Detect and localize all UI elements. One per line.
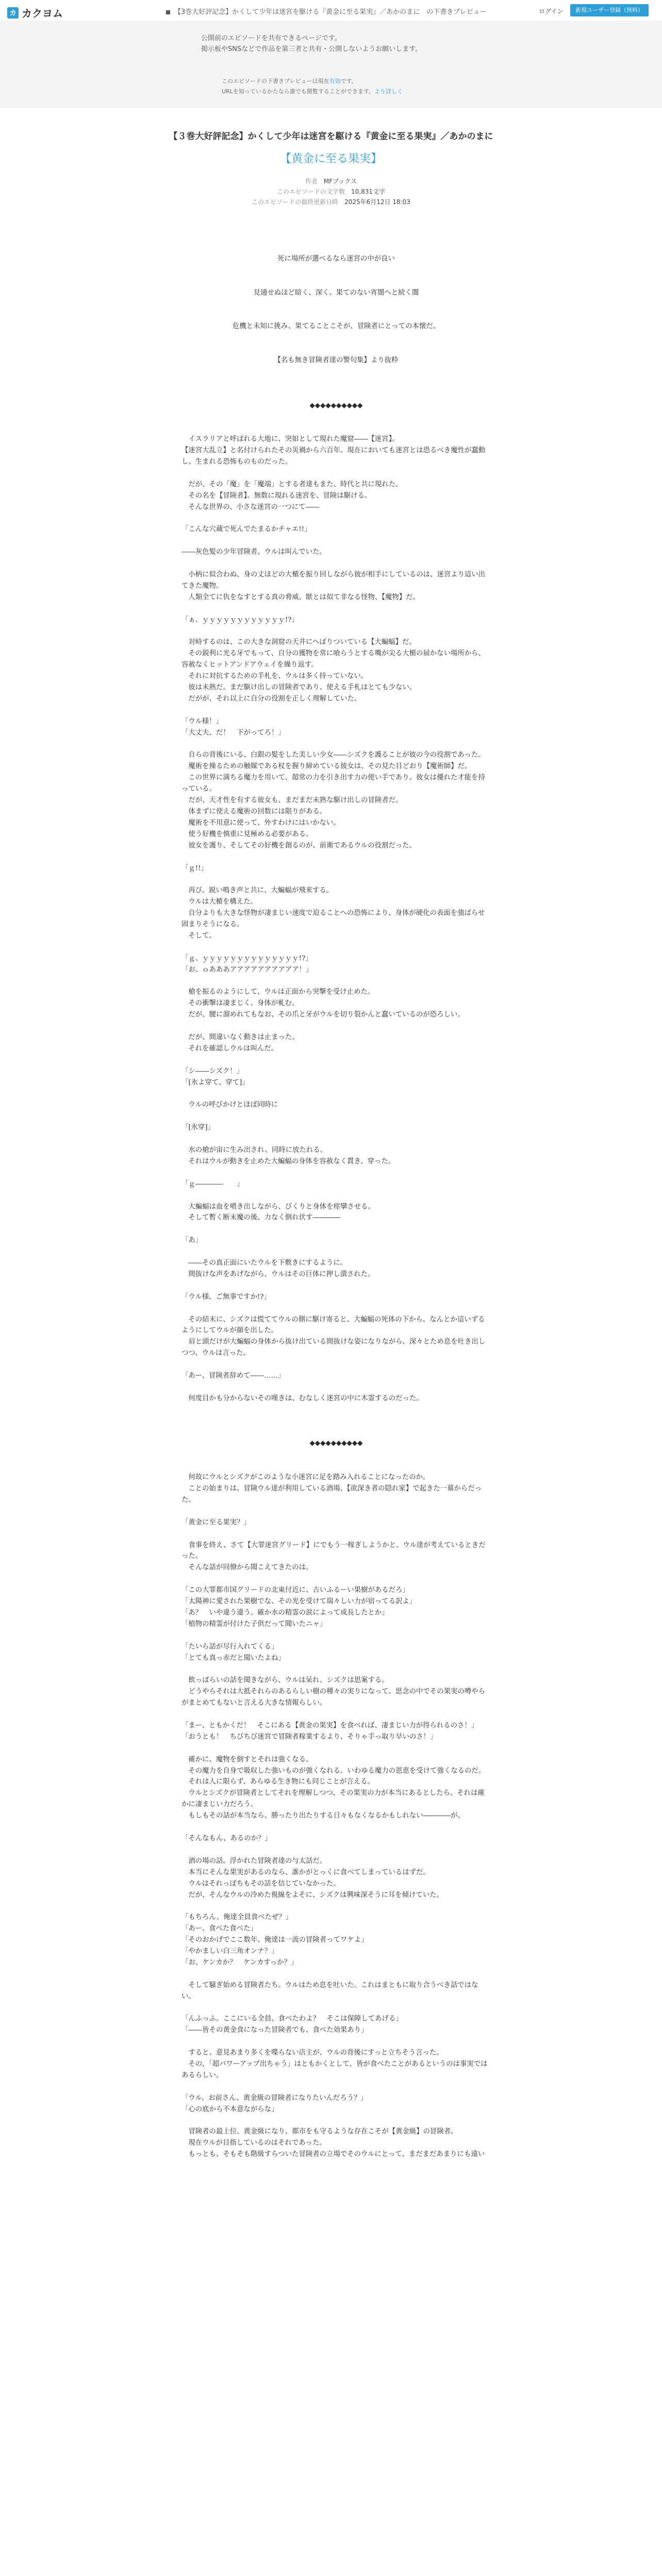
body-paragraph: そんな話が同僚から聞こえてきたのは。 [181,1564,313,1572]
body-paragraph: 食事を終え、さて【大罪迷宮グリード】にでもう一稼ぎしようかと、ウル達が考えているときだった。 [181,1541,486,1561]
body-paragraph: 「[氷穿]」 [181,1124,215,1132]
body-paragraph: 「たいら話が尽行入れてくる」 [181,1642,278,1651]
body-paragraph [181,1664,491,1675]
body-paragraph: 「あ？ いや違う違う。確か水の精霊の涙によって成長したとか」 [181,1608,389,1617]
body-paragraph [181,1359,491,1370]
top-navbar [0,0,662,21]
body-paragraph: 何故にウルとシズクがこのような小迷宮に足を踏み入れることになったのか。 [181,1473,430,1482]
charcount-value: 10,831文字 [351,188,386,195]
body-paragraph: それに対抗するための手札を、ウルは多く持っていない。 [181,672,368,681]
body-paragraph [181,422,491,434]
body-paragraph: 【迷宮大乱立】と名付けられたその災禍から六百年。現在においても迷宮とは恐るべき魔性が蠢動し、生まれる恐怖ものものだった。 [181,447,486,466]
body-paragraph: その鋭利に光る牙でもって、自分の獲物を常に喰らうとする嘴が尖る大楯の届かない場所から、容赦なくヒットアンドアウェイを繰り返す。 [181,650,485,669]
body-paragraph [181,378,491,389]
body-paragraph: 危機と未知に挑み、果てることこそが、冒険者にとっての本懐だ。 [232,323,440,331]
notice-line: 公開前のエピソードを共有できるページです。 [201,35,341,42]
body-paragraph: 「あー、食べた食べた」 [181,1925,257,1933]
body-paragraph [181,1224,491,1235]
body-paragraph: ウルはそれっぽちもその話を信じていなかった。 [181,1879,340,1888]
body-paragraph [181,332,491,344]
body-paragraph [181,366,491,378]
body-paragraph: どうやらそれは大抵それらのあるらしい樹の種々の実りになって、思念の中でその果実の噂やらがまとめてもないと言える大きな情報らしい。 [181,1688,485,1707]
body-paragraph: だが、腰に溜めれてもなお、その爪と牙がウルを切り裂かんと蠢いているのが恐ろしい。 [181,1011,465,1019]
body-paragraph: 氷の槍が宙に生み出され、同時に放たれる。 [181,1146,327,1155]
site-logo[interactable] [7,5,63,20]
body-paragraph: 人類全てに仇をなすとする真の脅威、獣とは似て非なる怪物、【魔物】だ。 [181,593,420,601]
body-paragraph [181,1529,491,1540]
body-paragraph [181,1246,491,1258]
body-paragraph: 対峙するのは、この大きな洞窟の天井にへばりついている【大蝙蝠】だ。 [181,638,416,647]
body-paragraph: そして騒ぎ始める冒険者たち。ウルはため息を吐いた。これはまともに取り合うべき話ではない。 [181,1981,478,2001]
body-paragraph [181,1461,491,1472]
body-paragraph: 「やかましい白三角オンナ？」 [181,1947,278,1956]
body-paragraph: だが、間違いなく動きは止まった。 [181,1033,299,1042]
body-paragraph [181,344,491,355]
body-paragraph [181,1427,491,1438]
body-paragraph: それはウルが動きを止めた大蝙蝠の身体を容赦なく貫き、穿った。 [181,1157,395,1165]
body-paragraph: その、「超パワーアップ出ちゃう」はともかくとして、皆が食べたことがあるというのは事実ではあるらしい。 [181,2060,488,2079]
body-paragraph [181,1573,491,1585]
body-paragraph: ウルの呼びかけとほぼ同時に [181,1101,278,1109]
body-paragraph: 「[氷よ穿て、穿て]」 [181,1078,249,1087]
body-paragraph: 「お、ｏあああアアアアアアアアアア！」 [181,965,313,974]
body-paragraph: 何度目かも分からないその嘆きは、むなしく迷宮の中に木霊するのだった。 [181,1394,423,1402]
body-paragraph: 「シ――シズク！」 [181,1067,244,1075]
author-name[interactable]: MFブックス [323,178,357,185]
body-paragraph: 「あー、冒険者辞めて――……」 [181,1372,285,1380]
body-paragraph: 魔術を不用意に使って、外すわけにはいかない。 [181,819,340,827]
body-paragraph [181,1167,491,1179]
notice-line: 掲示板やSNSなどで作品を第三者と共有・公開しないようお願いします。 [201,45,422,53]
body-paragraph [181,298,491,310]
body-paragraph: 「ぁ、ｙｙｙｙｙｙｙｙｙｙｙｙ!?」 [181,616,299,624]
body-paragraph [181,1404,491,1416]
body-paragraph [181,2081,491,2093]
body-paragraph: ウルは大楯を構えた。 [181,898,257,906]
body-paragraph [181,739,491,750]
body-paragraph [181,1089,491,1100]
body-paragraph: 「ウル様、ご無事ですか!?」 [181,1293,271,1301]
body-paragraph: 体まずに使える魔術の回数には限りがある。 [181,808,327,816]
body-paragraph: 再び、鋭い鳴き声と共に、大蝙蝠が飛来する。 [181,887,334,895]
updated-label: このエピソードの最終更新日時 [252,198,339,206]
body-paragraph: 「ｇ!!」 [181,864,208,872]
body-paragraph: そして暫く断末魔の後、力なく倒れ伏す―――― [181,1214,340,1222]
notice-status-value: 有効 [329,78,341,84]
body-paragraph: もしもその話が本当なら、勝ったり出たりする日々もなくなるかもしれない――――が。 [181,1812,465,1820]
body-paragraph [181,1416,491,1427]
body-paragraph: その結末に、シズクは慌ててウルの側に駆け寄ると、大蝙蝠の死体の下から、なんとか這いずるようにしてウルが顔を出した。 [181,1315,485,1335]
notice-status-prefix: このエピソードの下書きプレビューは現在 [222,78,329,84]
body-paragraph [181,242,491,253]
notice-status-suffix: です。 [340,78,357,84]
body-paragraph [181,1822,491,1833]
body-paragraph: 「こんな穴蔵で死んでたまるかチャエ!!」 [181,526,311,534]
body-paragraph: 「ウル、お前さん、黄金級の冒険者になりたいんだろう？」 [181,2094,368,2102]
body-paragraph: 飲っぱらいの話を聞きながら、ウルは呆れ、シズクは思案する。 [181,1676,389,1685]
body-paragraph [181,1133,491,1145]
body-paragraph [181,1506,491,1517]
body-paragraph [181,468,491,479]
body-paragraph: 間抜けな声をあげながら、ウルはその巨体に押し潰された。 [181,1270,375,1278]
body-paragraph: 「心の底から不本意ながらな」 [181,2105,278,2113]
body-paragraph: ――その真正面にいたウルを下敷きにするように。 [181,1259,347,1267]
body-paragraph [181,1709,491,1720]
body-paragraph: 「大丈夫、だ！ 下がってろ！」 [181,728,285,737]
body-paragraph: その名を【冒険者】。無数に現れる迷宮を、冒険は駆ける。 [181,492,372,500]
body-paragraph [181,276,491,287]
body-paragraph: 冒険者の最上位。黄金級になり、都市をも守るような存在こそが【黄金級】の冒険者。 [181,2128,458,2136]
body-paragraph: だが、天才性を有する彼女も、まだまだ未熟な駆け出しの冒険者だ。 [181,796,403,805]
notice-text [201,33,422,55]
body-paragraph: 「もちろん、俺達全員食べたぜ？」 [181,1913,293,1922]
body-paragraph: 「太陽神に愛された果樹でな、その光を受けて瑞々しい力が宿ってる訳よ」 [181,1598,417,1606]
preview-notice [0,21,662,108]
body-paragraph: 現在ウルが目指しているのはそれであった。 [181,2139,326,2147]
body-paragraph [181,852,491,863]
body-paragraph: 使う好機を慎重に見極める必要がある。 [181,830,313,838]
body-paragraph [181,558,491,569]
body-paragraph [181,1630,491,1641]
logo-text: カクヨム [22,7,63,20]
body-paragraph [181,265,491,276]
body-paragraph: 「あ」 [181,1236,203,1245]
body-paragraph [181,1844,491,1856]
body-paragraph: その衝撃は凄まじく、身体が軋む。 [181,999,299,1008]
body-paragraph [181,1055,491,1066]
body-paragraph [181,411,491,422]
body-paragraph: 確かに、魔物を倒すとそれは強くなる。 [181,1755,313,1764]
body-paragraph: 「お、ケンカか？ ケンカすっか？」 [181,1958,298,1967]
body-paragraph: 自分よりも大きな怪物が凄まじい速度で迫ることへの恐怖により、身体が硬化の表面を強ばらせ固まりそうになる。 [181,909,485,929]
body-paragraph: 「んふっふ。ここにいる全員、食べたわよ？ そこは保障してあげる」 [181,2015,403,2023]
body-paragraph [181,2036,491,2047]
page-title [166,6,487,16]
learn-more-link[interactable]: より詳しく [374,88,403,95]
kakuyomu-logo-icon: カ [7,7,19,19]
body-paragraph: ウルとシズクが冒険者としてそれを理解しつつ、その果実の力が本当にあるとしたら、それは確かに凄まじい力だろう。 [181,1789,485,1809]
body-paragraph [181,2115,491,2127]
body-paragraph: そして。 [181,931,216,940]
body-paragraph [181,1449,491,1461]
body-paragraph: 本当にそんな果実があるのなら、誰かがとっくに食べてしまっているはずだ。 [181,1868,430,1876]
author-label: 作者 [305,178,318,185]
episode-title: 【黄金に至る果実】 [279,152,382,165]
body-paragraph: それは人に限らず、あらゆる生き物にも同じことが言える。 [181,1778,374,1786]
body-paragraph [181,603,491,615]
body-paragraph: 【名も無き冒険者達の警句集】より抜粋 [274,356,399,364]
body-paragraph: 「まー、ともかくだ！ そこにある【黄金の果実】を食べれば、凄まじい力が得られるのさ！」 [181,1721,478,1730]
body-paragraph: 小柄に似合わぬ、身の丈ほどの大楯を振り回しながら彼が相手にしているのは、迷宮より這い出てきた魔物。 [181,571,486,590]
body-paragraph: 「おうとも！ ちびちび迷宮で冒険者稼業するより、そりゃ手っ取り早いのさ！」 [181,1733,437,1741]
body-paragraph [181,1280,491,1292]
body-paragraph [181,1743,491,1754]
body-paragraph: 「ウル様！」 [181,717,223,725]
body-paragraph: 死に場所が選べるなら迷宮の中が良い [277,255,395,263]
body-paragraph [181,1111,491,1122]
body-paragraph [181,874,491,885]
body-paragraph: 彼女を護り、そしてその好機を創るのが、前衛であるウルの役割だった。 [181,841,416,850]
login-link[interactable]: ログイン [539,8,564,15]
updated-value: 2025年6月12日 18:03 [344,198,410,206]
body-paragraph: 大蝙蝠は血を噴き出しながら、びくりと身体を痙攣させる。 [181,1202,375,1211]
body-paragraph [181,626,491,637]
body-paragraph: 「ｇ―――― 」 [181,1180,244,1188]
body-paragraph: 「黄金に至る果実？」 [181,1518,251,1527]
body-paragraph: 「とても真っ赤だと聞いたよね」 [181,1654,285,1662]
page-title-text: 【3巻大好評記念】かくして少年は迷宮を駆ける『黄金に至る果実』／あかのまに の下書きプレビュー [174,8,487,16]
body-paragraph: 彼は未熟だ。まだ駆け出しの冒険者であり、使える手札はとても少ない。 [181,684,417,692]
body-paragraph: ◆◆◆◆◆◆◆◆◆◆ [309,1439,363,1448]
notice-status-line2: URLを知っているかたなら誰でも閲覧することができます。 [222,88,374,95]
body-paragraph: 「ｇ、ｙｙｙｙｙｙｙｙｙｙｙｙｙｙ!?」 [181,954,312,962]
body-paragraph [181,535,491,547]
body-paragraph: この世界に満ちる魔力を用いて、超常の力を引き出す力の使い手であり、彼女は優れた才能を持っている。 [181,774,485,793]
episode-body [181,242,491,2160]
signup-button[interactable]: 新規ユーザー登録（無料） [570,4,649,16]
body-paragraph [181,1303,491,1314]
body-paragraph: ことの始まりは、冒険ウル達が利用している酒場、【欲深き者の隠れ家】で起きた一幕からだった。 [181,1485,482,1504]
body-paragraph: その魔力を自身で吸収した強いものが強くなれる。いわゆる魔力の恩恵を受けて強くなるのだ。 [181,1767,486,1775]
body-paragraph: 「この大罪都市国グリードの北東付近に、古いふるーい果樹があるだろ」 [181,1586,409,1595]
body-paragraph: だが、そんなウルの冷めた視線をよそに、シズクは興味深そうに耳を傾けていた。 [181,1891,444,1899]
body-paragraph: もっとも、そもそも階級すらついた冒険者の立場でそのウルにとって、まだまだあまりにも遠い [181,2150,485,2159]
body-paragraph [181,942,491,953]
body-paragraph [181,1382,491,1393]
body-paragraph: 「そのおかげでここ数年、俺達は一流の冒険者ってワケよ」 [181,1936,368,1944]
body-paragraph [181,310,491,321]
body-paragraph: 見通せぬほど暗く、深く、果てのない宵闇へと続く闇 [253,289,419,297]
body-paragraph: だがが、それ以上に自分の役割を正しく理解していた。 [181,694,361,703]
body-paragraph: すると、意見あまり多くを喋らない店主が、ウルの背後にすっと立ちそう言った。 [181,2049,443,2057]
body-paragraph [181,976,491,987]
notice-status [222,76,403,97]
body-paragraph: イスラリアと呼ばれる大地に、突如として現れた魔窟――【迷宮】。 [181,435,399,444]
body-paragraph [181,705,491,716]
body-paragraph: 自らの背後にいる、白銀の髪をした美しい少女――シズクを護ることが彼の今の役割であった。 [181,751,485,759]
charcount-label: このエピソードの文字数 [276,188,345,195]
body-paragraph [181,1021,491,1032]
body-paragraph: だが、その「魔」を「魔端」とする者達もまた、時代と共に現れた。 [181,480,403,488]
episode-header [0,129,662,207]
body-paragraph: 「そんなもん、あるのか？」 [181,1835,272,1842]
body-paragraph [181,389,491,400]
body-paragraph: 肩と頭だけが大蝙蝠の身体から抜け出ている間抜けな姿になりながら、深々とため息を吐き出しつつ、ウルは言った。 [181,1338,486,1358]
body-paragraph: それを確認しウルは叫んだ。 [181,1044,278,1053]
body-paragraph [181,1190,491,1201]
body-paragraph [181,1901,491,1912]
body-paragraph: ◆◆◆◆◆◆◆◆◆◆ [309,401,363,410]
body-paragraph: 「植物の精霊が付けた子供だって聞いたニャ」 [181,1620,327,1628]
work-title[interactable]: 【３巻大好評記念】かくして少年は迷宮を駆ける『黄金に至る果実』／あかのまに [169,131,493,142]
body-paragraph: 槍を振るのようにして、ウルは正面から突撃を受け止めた。 [181,988,375,996]
episode-meta [0,176,662,207]
body-paragraph [181,1969,491,1980]
body-paragraph [181,513,491,524]
body-paragraph [181,2003,491,2014]
body-paragraph: 酒の場の話。浮かれた冒険者達の与太話だ。 [181,1857,327,1865]
body-paragraph: 「――皆その黄金食になった冒険者でも、食べた効果あり」 [181,2026,368,2035]
square-bullet-icon [166,10,170,14]
body-paragraph: 魔術を操るための触媒である杖を握り締めている彼女は、その見た目どおり【魔術師】だ。 [181,762,472,771]
body-paragraph: ――灰色髪の少年冒険者、ウルは叫んでいた。 [181,548,326,556]
body-paragraph: そんな世界の、小さな迷宮の一つにて―― [181,503,320,511]
